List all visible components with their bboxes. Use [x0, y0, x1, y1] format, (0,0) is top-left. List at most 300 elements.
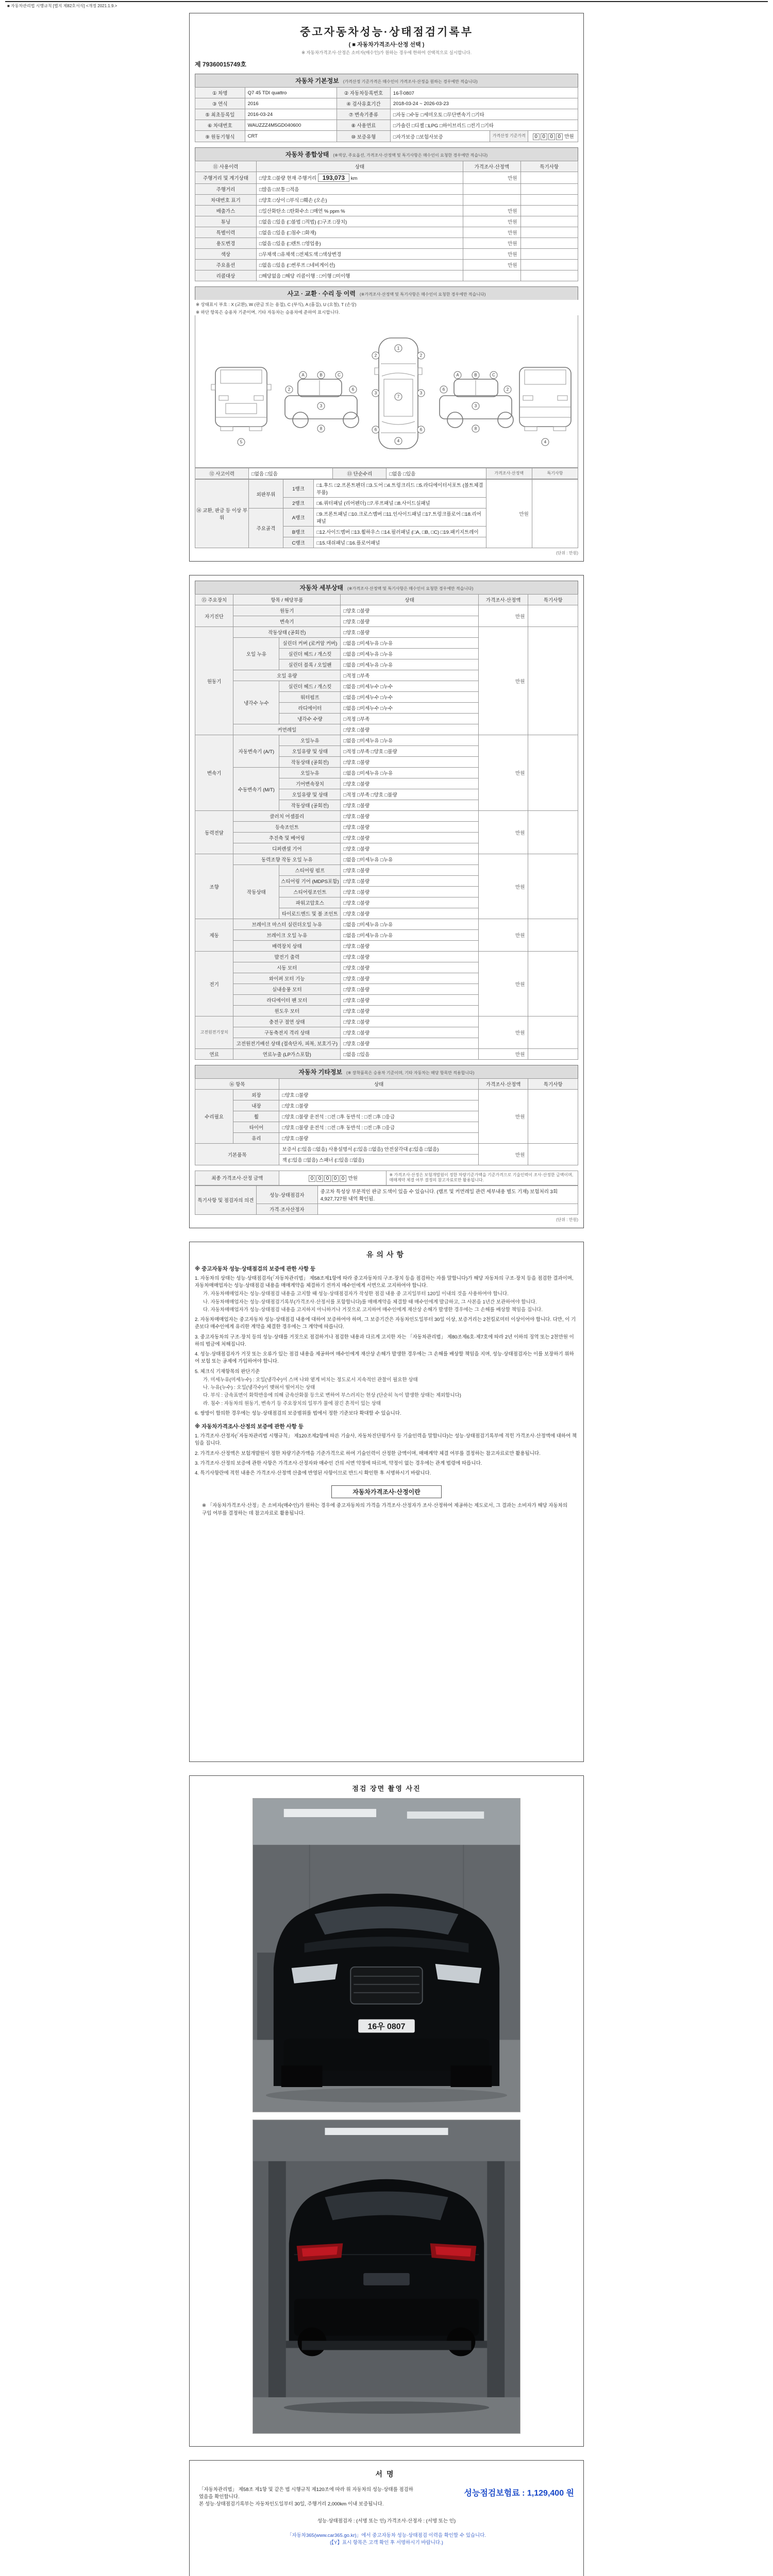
text-line: 2. 자동차매매업자는 중고자동차 성능·상태점검 내용에 대하여 보증하여야 하며, 그 보증기간은 자동차인도일부터 30일 이상, 보증거리는 2천킬로미터 이상이어야 합니다. 다만, 이 기준보다 매수인에게 유리한 계약을 체결한 경우에는 그 계약에 따릅니다. [195, 1317, 576, 1330]
diagram-part-number: C [338, 372, 341, 378]
text-line: 3. 가격조사·산정의 보증에 관한 사항은 가격조사·산정자와 매수인 간의 서면 약정에 따르며, 약정이 없는 경우에는 관계 법령에 따릅니다. [195, 1460, 482, 1466]
text-part: 0 [324, 1175, 331, 1182]
text-line: 1. 자동차의 상태는 성능·상태점검자(「자동차관리법」 제58조제1항에 따라 중고자동차의 구조·장치 등을 점검하는 자를 말합니다)가 해당 자동차의 구조·장치 등을 점검한 결과이며, 자동차매매업자는 성능·상태점검 내용을 매매계약을 체결하기 전까지 매수인에게 서면으로 고지하여야 합니다. [195, 1275, 574, 1289]
label-cell: 워터펌프 [279, 692, 341, 703]
label-cell: 냉각수 수량 [279, 714, 341, 724]
text-part: 0 [556, 133, 563, 140]
value-cell: 만원 [478, 1144, 528, 1165]
value-cell[interactable]: □양호 □불량 [341, 778, 478, 789]
text-part: 0 [548, 133, 555, 140]
label-cell: 오일유량 및 상태 [279, 789, 341, 800]
diagram-part-number: 6 [374, 427, 377, 432]
label-cell: 주행거리 [195, 184, 257, 195]
value-cell: 만원 [463, 238, 520, 249]
label-cell: 오일누유 [279, 768, 341, 778]
main-options[interactable]: □없음 □있음 (□썬루프 □네비게이션) [256, 260, 463, 270]
text-part: 만원 [563, 134, 574, 140]
value-cell: 만원 [463, 216, 520, 227]
label-cell: ④ 검사유효기간 [337, 98, 390, 109]
car-damage-diagram [195, 315, 578, 468]
value-cell[interactable]: 보증서 (□있음 □없음) 사용설명서 (□있음 □없음) 안전삼각대 (□있음 □없음) [279, 1144, 478, 1155]
label-cell: 상태 [279, 1079, 478, 1090]
value-cell[interactable]: □양호 □불량 [279, 1133, 478, 1144]
label-cell: 가격조사·산정액 [463, 161, 520, 172]
overall-status-table [195, 161, 578, 281]
label-cell: 와이퍼 모터 기능 [233, 973, 341, 984]
notices-title: 유의사항 [366, 1250, 407, 1259]
label-cell: 고전원전기장치 [195, 1016, 233, 1049]
label-cell: 특기사항 [532, 468, 578, 479]
label-cell: 작동상태 (공회전) [233, 627, 341, 638]
frame-rankB[interactable]: □12.사이드멤버 □13.휠하우스 □14.필러패널 (□A, □B, □C) □19.패키지트레이 [314, 527, 486, 537]
label-cell: 주행거리 및 계기상태 [195, 172, 257, 184]
value-cell[interactable]: □양호 □불량 [341, 1006, 478, 1016]
value-cell[interactable]: □없음 □미세누유 □누유 [341, 649, 478, 659]
value-cell [463, 270, 520, 281]
label-cell: 커먼레일 [233, 724, 341, 735]
value-cell [520, 206, 578, 216]
value-cell: 만원 [463, 227, 520, 238]
value-cell [528, 605, 578, 627]
other-info-note: (※ 장착품목은 승용차 기준이며, 기타 자동차는 해당 항목만 적용합니다) [346, 1071, 475, 1075]
vin: WAUZZZ4M5GD040600 [245, 120, 337, 131]
insurance-premium-label: 성능점검보험료 : [464, 2488, 527, 2498]
text-line: 「자동차365(www.car365.go.kr)」에서 중고자동차 성능·상태점검 이력을 확인할 수 있습니다. [287, 2532, 486, 2538]
label-cell: 주요옵션 [195, 260, 257, 270]
notices-section [189, 1242, 584, 1762]
vin-marking[interactable]: □양호 □상이 □부식 □훼손 (오손) [256, 195, 463, 206]
notices-items-2 [195, 1433, 578, 1477]
value-cell[interactable]: □양호 □불량 운전석 : □전 □후 동반석 : □전 □후 □응급 [279, 1122, 478, 1133]
diagram-part-number: C [492, 372, 495, 378]
text-line: 가. 자동차매매업자는 성능·상태점검 내용을 고지할 때 성능·상태점검자가 작성한 점검 내용 중 고지일부터 120일 이내의 것을 사용하여야 합니다. [203, 1291, 509, 1297]
text-part: 0 [332, 1175, 339, 1182]
value-cell [520, 270, 578, 281]
label-cell: ② 자동차등록번호 [337, 88, 390, 98]
front-view-outline [215, 367, 267, 427]
frame-rankC[interactable]: □15.대쉬패널 □16.플로어패널 [314, 537, 486, 548]
value-cell[interactable]: □양호 □불량 운전석 : □전 □후 동반석 : □전 □후 □응급 [279, 1111, 478, 1122]
label-cell: 가격조사·산정액 [478, 1079, 528, 1090]
label-cell: 유리 [233, 1133, 279, 1144]
value-cell: 만원 [463, 206, 520, 216]
notices-sec2-title: ※ 자동차가격조사·산정의 보증에 관한 사항 등 [195, 1423, 304, 1430]
value-cell [528, 627, 578, 735]
basic-info-title: 자동차 기본정보 [295, 77, 339, 84]
label-cell: 1랭크 [283, 480, 313, 498]
label-cell: 작동상태 (공회전) [279, 800, 341, 811]
diagram-part-number: A [301, 372, 305, 378]
value-cell[interactable]: □양호 □불량 [341, 1027, 478, 1038]
label-cell: 라디에이터 팬 모터 [233, 995, 341, 1006]
value-cell[interactable]: □없음 □미세누수 □누수 [341, 681, 478, 692]
base-price [528, 131, 578, 142]
text-line: 6. 쌍방이 합의한 경우에는 성능·상태점검의 보증범위를 법에서 정한 기준보다 확대할 수 있습니다. [195, 1410, 401, 1416]
diagram-part-number: A [456, 372, 459, 378]
value-cell [528, 1144, 578, 1165]
value-cell[interactable]: □양호 □불량 [341, 995, 478, 1006]
simple-repair[interactable]: □없음 □있음 [386, 468, 486, 479]
label-cell: 추진축 및 베어링 [233, 833, 341, 843]
label-cell: 윈도우 모터 [233, 1006, 341, 1016]
fuel-options[interactable]: □가솔린 □디젤 □LPG □하이브리드 □전기 □기타 [390, 120, 578, 131]
label-cell: ⑧ 사용연료 [337, 120, 390, 131]
label-cell: ⑭ 교환, 판금 등 이상 부위 [195, 480, 249, 548]
value-cell[interactable]: □없음 □미세누유 □누유 [341, 659, 478, 670]
label-cell: 동력조향 작동 오일 누유 [233, 854, 341, 865]
label-cell: 배출가스 [195, 206, 257, 216]
label-cell: 디퍼렌셜 기어 [233, 843, 341, 854]
label-cell: 배력장치 상태 [233, 941, 341, 952]
notices-items-1 [195, 1275, 578, 1417]
value-cell: 만원 [478, 919, 528, 952]
label-cell: ⑨ 원동기형식 [195, 131, 245, 142]
value-cell[interactable]: □양호 □불량 [341, 876, 478, 887]
label-cell: 주요골격 [249, 509, 283, 548]
label-cell: 색상 [195, 249, 257, 260]
diagram-part-number: 6 [351, 387, 355, 392]
other-info-band [195, 1065, 578, 1078]
value-cell [528, 811, 578, 854]
diagram-part-number: 4 [397, 438, 400, 444]
label-cell: 실린더 헤드 / 개스킷 [279, 681, 341, 692]
signature-statements [199, 2486, 416, 2509]
opinion-table [195, 1185, 578, 1215]
text-line: 본 성능·상태점검기록부는 자동차인도일부터 30일, 주행거리 2,000km 이내 보증됩니다. [199, 2501, 384, 2507]
label-cell: 외장 [233, 1090, 279, 1100]
value-cell: 만원 [478, 735, 528, 811]
detail-title: 자동차 세부상태 [299, 584, 344, 591]
value-cell[interactable]: □양호 □불량 [341, 897, 478, 908]
value-cell[interactable]: □양호 □불량 [341, 973, 478, 984]
value-cell: 만원 [463, 172, 520, 184]
label-cell: 타이로드엔드 및 볼 조인트 [279, 908, 341, 919]
diagram-part-number: 6 [442, 387, 445, 392]
value-cell[interactable]: □양호 □불량 [341, 627, 478, 638]
value-cell[interactable]: □없음 □미세누유 □누유 [341, 638, 478, 649]
value-cell[interactable]: □없음 □미세누유 □누유 [341, 930, 478, 941]
label-cell: 발전기 출력 [233, 952, 341, 962]
label-cell: 수동변속기 (M/T) [233, 768, 279, 811]
accident-history[interactable]: □없음 □있음 [249, 468, 333, 479]
value-cell: ※ 가격조사·산정은 보험개발원이 정한 차량기준가액을 기준가격으로 기술인력이 조사·산정한 금액이며, 매매계약 체결 여부 결정의 참고자료로만 활용됩니다. [386, 1171, 578, 1185]
photos-title: 점검 장면 촬영 사진 [352, 1784, 421, 1792]
value-cell [520, 172, 578, 184]
warranty-options[interactable]: □자가보증 □보험사보증 [390, 131, 490, 142]
value-cell[interactable]: □양호 □불량 [341, 833, 478, 843]
label-cell: 오일유량 및 상태 [279, 746, 341, 757]
engine-type: CRT [245, 131, 337, 142]
label-cell: 상태 [256, 161, 463, 172]
label-cell: 오일누유 [279, 735, 341, 746]
value-cell: 만원 [478, 811, 528, 854]
color[interactable]: □무채색 □유채색 □전체도색 □색상변경 [256, 249, 463, 260]
value-cell[interactable]: □양호 □불량 [341, 757, 478, 768]
value-cell [463, 195, 520, 206]
unit-note-2: (단위 : 만원) [556, 1217, 578, 1222]
label-cell: 라디에이터 [279, 703, 341, 714]
label-cell: ⑥ 차대번호 [195, 120, 245, 131]
label-cell: 동력전달 [195, 811, 233, 854]
value-cell[interactable]: □없음 □미세누유 □누유 [341, 768, 478, 778]
diagram-part-number: 4 [544, 439, 547, 445]
value-cell: 만원 [478, 952, 528, 1016]
inspection-photo-rear [253, 2120, 520, 2434]
photos-section [189, 1775, 584, 2447]
value-cell[interactable]: □양호 □불량 [279, 1090, 478, 1100]
text-part: 0 [316, 1175, 323, 1182]
value-cell [528, 919, 578, 952]
value-cell[interactable]: □양호 □불량 [341, 811, 478, 822]
footer-links [195, 2532, 578, 2547]
value-cell [528, 1090, 578, 1144]
value-cell[interactable]: □없음 □미세누수 □누수 [341, 692, 478, 703]
plate-number: 16우0807 [390, 88, 578, 98]
value-cell[interactable]: □양호 □불량 [341, 952, 478, 962]
value-cell [520, 195, 578, 206]
form-reference-note: ■ 자동차관리법 시행규칙 [별지 제82호서식] <개정 2021.1.9.> [5, 1, 768, 10]
label-cell: 휠 [233, 1111, 279, 1122]
diagram-part-number: 2 [419, 353, 423, 358]
label-cell: 실내송풍 모터 [233, 984, 341, 995]
value-cell: 만원 [486, 480, 532, 548]
value-cell[interactable]: □없음 □미세누수 □누수 [341, 703, 478, 714]
text-line: 4. 특기사항란에 적힌 내용은 가격조사·산정액 산출에 반영된 사항이므로 반드시 확인한 후 서명하시기 바랍니다. [195, 1470, 431, 1477]
value-cell [520, 249, 578, 260]
value-cell [520, 184, 578, 195]
diagram-part-number: B [320, 372, 323, 378]
value-cell[interactable]: □적정 □부족 [341, 714, 478, 724]
recall[interactable]: □해당없음 □해당 리콜이행 : □이행 □미이행 [256, 270, 463, 281]
final-price-table [195, 1171, 578, 1185]
text-line: 성능·상태점검자 : (서명 또는 인) 가격조사·산정자 : (서명 또는 인) [317, 2518, 456, 2524]
detail-band [195, 581, 578, 594]
label-cell: 냉각수 누수 [233, 681, 279, 724]
rear-view-outline [519, 367, 571, 427]
value-cell [520, 227, 578, 238]
label-cell: 작동상태 [233, 865, 279, 919]
value-cell[interactable]: □적정 □부족 □양호 □불량 [341, 746, 478, 757]
label-cell: 브레이크 오일 누유 [233, 930, 341, 941]
label-cell: 특기사항 및 점검자의 의견 [195, 1185, 257, 1214]
diagram-part-number: 2 [288, 387, 291, 392]
label-cell: 스티어링 기어 (MDPS포함) [279, 876, 341, 887]
vehicle-name: Q7 45 TDI quattro [245, 88, 337, 98]
text-part: 0 [340, 1175, 346, 1182]
text-part: 현재 주행거리 [287, 176, 318, 181]
value-cell[interactable]: □양호 □불량 [341, 865, 478, 876]
diagram-part-number: 3 [419, 391, 423, 396]
value-cell[interactable]: □양호 □불량 [341, 984, 478, 995]
diagram-part-number: 2 [506, 387, 509, 392]
label-cell: ⑬ 단순수리 [333, 468, 386, 479]
document-page [189, 13, 584, 2576]
first-registration-date: 2016-03-24 [245, 109, 337, 120]
label-cell: 연료누출 (LP가스포함) [233, 1049, 341, 1060]
label-cell: 변속기 [195, 735, 233, 811]
status-code-legend2: ※ 하단 항목은 승용차 기준이며, 기타 자동차는 승용차에 준하여 표시합니다. [196, 310, 340, 315]
other-info-table [195, 1078, 578, 1165]
value-cell: 만원 [463, 260, 520, 270]
text-line: 라. 침수 : 자동차의 원동기, 변속기 등 주요장치의 일부가 물에 잠긴 흔적이 있는 상태 [203, 1400, 381, 1406]
value-cell[interactable]: □없음 □미세누유 □누유 [341, 735, 478, 746]
mileage-level[interactable]: □많음 □보통 □적음 [256, 184, 463, 195]
label-cell: 원동기 [195, 627, 233, 735]
value-cell[interactable]: □양호 □불량 [341, 843, 478, 854]
other-info-title: 자동차 기타정보 [298, 1069, 343, 1076]
detail-note: (※가격조사·산정액 및 특기사항은 매수인이 요청한 경우에만 적습니다) [347, 586, 474, 591]
final-price [279, 1171, 386, 1185]
text-part: □양호 □불량 [259, 176, 287, 181]
value-cell[interactable]: □양호 □불량 [341, 724, 478, 735]
value-cell[interactable]: □양호 □불량 [341, 887, 478, 897]
accident-title: 사고 · 교환 · 수리 등 이력 [287, 290, 356, 297]
label-cell: 고전원전기배선 상태 (접속단자, 피복, 보호기구) [233, 1038, 341, 1049]
value-cell[interactable]: □양호 □불량 [341, 1016, 478, 1027]
label-cell: ⑫ 사고이력 [195, 468, 249, 479]
diagram-part-number: 3 [474, 403, 477, 409]
value-cell [528, 735, 578, 811]
value-cell: 만원 [478, 854, 528, 919]
value-cell [463, 184, 520, 195]
overall-status-note: (※색상, 주요옵션, 가격조사·산정액 및 특기사항은 매수인이 요청한 경우에만 적습니다) [333, 153, 488, 158]
price-definition-box [195, 1485, 578, 1517]
value-cell: 만원 [463, 249, 520, 260]
usage-change[interactable]: □없음 □있음 (□렌트 □영업용) [256, 238, 463, 249]
label-cell: 가격산정 기준가격 [490, 131, 528, 142]
label-cell: ③ 연식 [195, 98, 245, 109]
accident-band [195, 286, 578, 300]
detail-status-table [195, 594, 578, 1060]
value-cell [520, 216, 578, 227]
label-cell: 조향 [195, 854, 233, 919]
signature-section [189, 2460, 584, 2576]
label-cell: 상태 [341, 595, 478, 605]
value-cell[interactable]: □양호 □불량 [341, 1038, 478, 1049]
label-cell: 제동 [195, 919, 233, 952]
label-cell: 가격·조사산정자 [256, 1204, 317, 1214]
panel-rank2[interactable]: □6.쿼터패널 (리어펜더) □7.루프패널 □8.사이드실패널 [314, 498, 486, 509]
label-cell: 클러치 어셈블리 [233, 811, 341, 822]
label-cell: ⑦ 변속기종류 [337, 109, 390, 120]
label-cell: ⑩ 보증유형 [337, 131, 390, 142]
tuning[interactable]: □없음 □있음 (□불법 □적법) (□구조 □장치) [256, 216, 463, 227]
basic-info-band [195, 74, 578, 87]
text-part: 0 [533, 133, 540, 140]
value-cell [528, 854, 578, 919]
value-cell[interactable]: □적정 □부족 [341, 670, 478, 681]
value-cell [528, 1016, 578, 1049]
label-cell: 자기진단 [195, 605, 233, 627]
emission[interactable]: □일산화탄소 □탄화수소 □매연 % ppm % [256, 206, 463, 216]
text-line: 가. 미세누유(미세누수) : 오일(냉각수)이 스며 나와 옅게 비치는 정도로서 지속적인 관찰이 필요한 상태 [203, 1377, 418, 1383]
value-cell[interactable]: □양호 □불량 [341, 962, 478, 973]
label-cell: 충전구 절연 상태 [233, 1016, 341, 1027]
value-cell[interactable]: □양호 □불량 [341, 822, 478, 833]
text-line: 다. 자동차매매업자가 성능·상태점검 내용을 고지하지 아니하거나 거짓으로 고지하여 매수인에게 재산상 손해가 발생한 경우에는 그 손해를 배상할 책임을 집니다. [203, 1307, 543, 1313]
label-cell: 실린더 블록 / 오일팬 [279, 659, 341, 670]
value-cell[interactable]: □양호 □불량 [341, 605, 478, 616]
odometer-status[interactable] [256, 172, 463, 184]
page-subtitle-note: ※ 자동차가격조사·산정은 소비자(매수인)가 원하는 경우에 한하여 선택적으로 실시합니다. [301, 50, 472, 55]
appraiser-opinion [317, 1204, 578, 1214]
label-cell: 등속조인트 [233, 822, 341, 833]
diagram-part-number: 3 [374, 391, 377, 396]
text-line: 다. 부식 : 금속표면이 화학반응에 의해 금속산화물 등으로 변하여 부스러지는 현상 (단순히 녹이 발생한 상태는 제외합니다) [203, 1393, 461, 1399]
value-cell[interactable]: □없음 □미세누유 □누유 [341, 854, 478, 865]
text-line: 5. 체크식 기재항목의 판단기준 [195, 1368, 260, 1375]
text-line: 1. 가격조사·산정자(「자동차관리법 시행규칙」 제120조제2항에 따른 기술사, 자동차진단평가사 등 기술인력을 말합니다)는 성능·상태점검기록부에 적힌 가격조사·산정액에 대하여 책임을 집니다. [195, 1433, 577, 1447]
special-history[interactable]: □없음 □있음 (□침수 □화재) [256, 227, 463, 238]
value-cell[interactable]: □양호 □불량 [279, 1100, 478, 1111]
value-cell[interactable]: □없음 □미세누유 □누유 [341, 919, 478, 930]
frame-rankA[interactable]: □9.프론트패널 □10.크로스멤버 □11.인사이드패널 □17.트렁크플로어 □18.리어패널 [314, 509, 486, 527]
label-cell: 원동기 [233, 605, 341, 616]
diagram-part-number: 2 [374, 353, 377, 358]
label-cell: 파워고압호스 [279, 897, 341, 908]
value-cell [528, 952, 578, 1016]
insurance-premium [464, 2486, 574, 2498]
label-cell: 스티어링조인트 [279, 887, 341, 897]
price-definition-title: 자동차가격조사·산정이란 [331, 1485, 442, 1498]
diagram-part-number: 1 [397, 346, 400, 351]
label-cell: 특기사항 [520, 161, 578, 172]
text-line: 「자동차관리법」 제58조 제1항 및 같은 법 시행규칙 제120조에 따라 위 자동차의 성능·상태를 점검하였음을 확인합니다. [199, 2486, 413, 2500]
value-cell[interactable]: 잭 (□있음 □없음) 스패너 (□있음 □없음) [279, 1155, 478, 1165]
basic-info-table [195, 87, 578, 142]
label-cell: 수리필요 [195, 1090, 233, 1144]
label-cell: A랭크 [283, 509, 313, 527]
value-cell: 만원 [478, 1016, 528, 1049]
value-cell[interactable]: □양호 □불량 [341, 800, 478, 811]
diagram-part-number: 8 [320, 426, 323, 431]
label-cell: 특기사항 [528, 595, 578, 605]
value-cell[interactable]: □적정 □부족 □양호 □불량 [341, 789, 478, 800]
license-plate-text: 16우 0807 [367, 2022, 406, 2031]
label-cell: 최종 가격조사·산정 금액 [195, 1171, 279, 1185]
text-line: 3. 중고자동차의 구조·장치 등의 성능·상태를 거짓으로 점검하거나 점검한 내용과 다르게 고지한 자는 「자동차관리법」 제80조제6호·제7호에 따라 2년 이하의 징역 또는 2천만원 이하의 벌금에 처해집니다. [195, 1334, 574, 1347]
label-cell: 실린더 커버 (로커암 커버) [279, 638, 341, 649]
text-line: 나. 자동차매매업자는 성능·상태점검기록부(가격조사·산정서를 포함합니다)를 매매계약을 체결할 때 매수인에게 발급하고, 그 사본을 1년간 보관하여야 합니다. [203, 1299, 537, 1305]
label-cell: ① 차명 [195, 88, 245, 98]
inspection-photo-front [253, 1798, 520, 2112]
signature-title: 서명 [375, 2469, 398, 2478]
accident-history-table [195, 468, 578, 479]
page-subtitle: ( ■ 자동차가격조사·산정 선택 ) [348, 42, 425, 48]
value-cell[interactable]: □없음 □있음 [341, 1049, 478, 1060]
overall-status-band [195, 147, 578, 161]
label-cell: 변속기 [233, 616, 341, 627]
overall-status-title: 자동차 종합상태 [285, 151, 329, 158]
label-cell: 가격조사·산정액 [478, 595, 528, 605]
label-cell: 성능·상태점검자 [256, 1185, 317, 1204]
label-cell: ⑤ 최초등록일 [195, 109, 245, 120]
value-cell[interactable]: □양호 □불량 [341, 941, 478, 952]
transmission-options[interactable]: □자동 □수동 □세미오토 □무단변속기 □기타 [390, 109, 578, 120]
label-cell: 기본품목 [195, 1144, 279, 1165]
label-cell: 연료 [195, 1049, 233, 1060]
panel-rank1[interactable]: □1.후드 □2.프론트펜더 □3.도어 □4.트렁크리드 □5.라디에이터서포트 (볼트체결부품) [314, 480, 486, 498]
accident-note: (※가격조사·산정액 및 특기사항은 매수인이 요청한 경우에만 적습니다) [359, 292, 486, 297]
diagram-part-number: 5 [240, 439, 243, 445]
diagram-part-number: 8 [474, 426, 477, 431]
value-cell[interactable]: □양호 □불량 [341, 616, 478, 627]
label-cell: 내장 [233, 1100, 279, 1111]
label-cell: ⑮ 주요장치 [195, 595, 233, 605]
label-cell: 타이어 [233, 1122, 279, 1133]
value-cell: 만원 [478, 1090, 528, 1144]
value-cell[interactable]: □양호 □불량 [341, 908, 478, 919]
